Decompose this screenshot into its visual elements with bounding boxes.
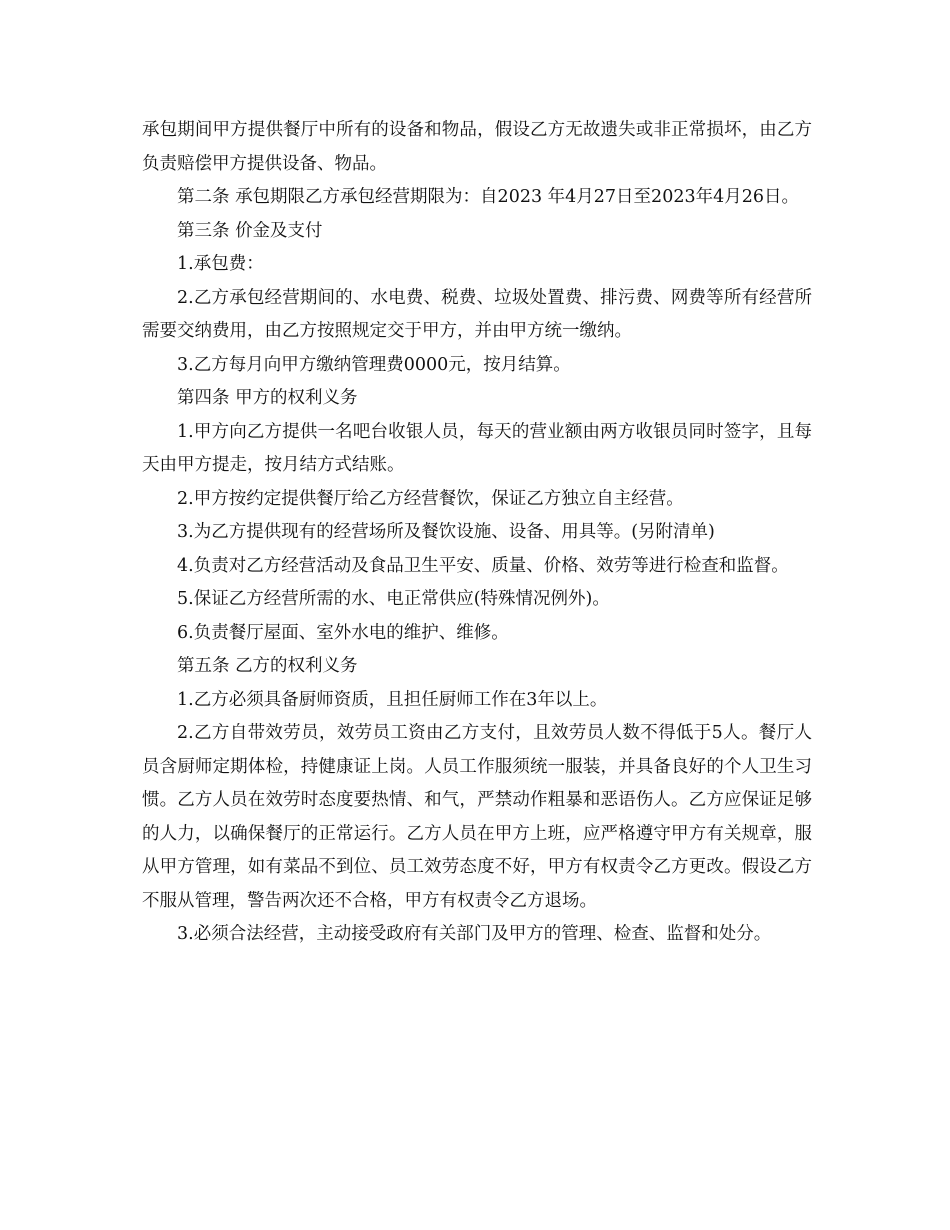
paragraph-5-1: 1.乙方必须具备厨师资质，且担任厨师工作在3年以上。: [177, 689, 608, 710]
paragraph-4-4: 4.负责对乙方经营活动及食品卫生平安、质量、价格、效劳等进行检查和监督。: [177, 555, 789, 576]
paragraph-4-2: 2.甲方按约定提供餐厅给乙方经营餐饮，保证乙方独立自主经营。: [177, 488, 684, 509]
heading-article-3: 第三条 价金及支付: [177, 220, 323, 241]
paragraph-equipment-liability: 承包期间甲方提供餐厅中所有的设备和物品，假设乙方无故遗失或非正常损坏，由乙方负责赔偿甲方提供设备、物品。: [142, 120, 812, 174]
paragraph-article-2-term: 第二条 承包期限乙方承包经营期限为：自2023 年4月27日至2023年4月26日。: [177, 187, 799, 207]
document-body: [142, 114, 812, 952]
paragraph-4-6: 6.负责餐厅屋面、室外水电的维护、维修。: [177, 622, 509, 643]
paragraph-4-5: 5.保证乙方经营所需的水、电正常供应(特殊情况例外)。: [177, 589, 610, 609]
paragraph-5-2: 2.乙方自带效劳员，效劳员工资由乙方支付，且效劳员人数不得低于5人。餐厅人员含厨师定期体检，持健康证上岗。人员工作服须统一服装，并具备良好的个人卫生习惯。乙方人员在效劳时态度要热情、和气，严禁动作粗暴和恶语伤人。乙方应保证足够的人力，以确保餐厅的正常运行。乙方人员在甲方上班，应严格遵守甲方有关规章，服从甲方管理，如有菜品不到位、员工效劳态度不好，甲方有权责令乙方更改。假设乙方不服从管理，警告两次还不合格，甲方有权责令乙方退场。: [142, 723, 812, 911]
paragraph-4-1: 1.甲方向乙方提供一名吧台收银人员，每天的营业额由两方收银员同时签字，且每天由甲方提走，按月结方式结账。: [142, 421, 812, 475]
heading-article-4: 第四条 甲方的权利义务: [177, 388, 358, 408]
paragraph-3-2: 2.乙方承包经营期间的、水电费、税费、垃圾处置费、排污费、网费等所有经营所需要交纳费用，由乙方按照规定交于甲方，并由甲方统一缴纳。: [142, 287, 812, 341]
paragraph-4-3: 3.为乙方提供现有的经营场所及餐饮设施、设备、用具等。(另附清单): [177, 522, 715, 542]
paragraph-3-3: 3.乙方每月向甲方缴纳管理费0000元，按月结算。: [177, 354, 571, 375]
heading-article-5: 第五条 乙方的权利义务: [177, 656, 358, 676]
paragraph-5-3: 3.必须合法经营，主动接受政府有关部门及甲方的管理、检查、监督和处分。: [177, 924, 772, 944]
paragraph-3-1: 1.承包费：: [177, 254, 264, 274]
